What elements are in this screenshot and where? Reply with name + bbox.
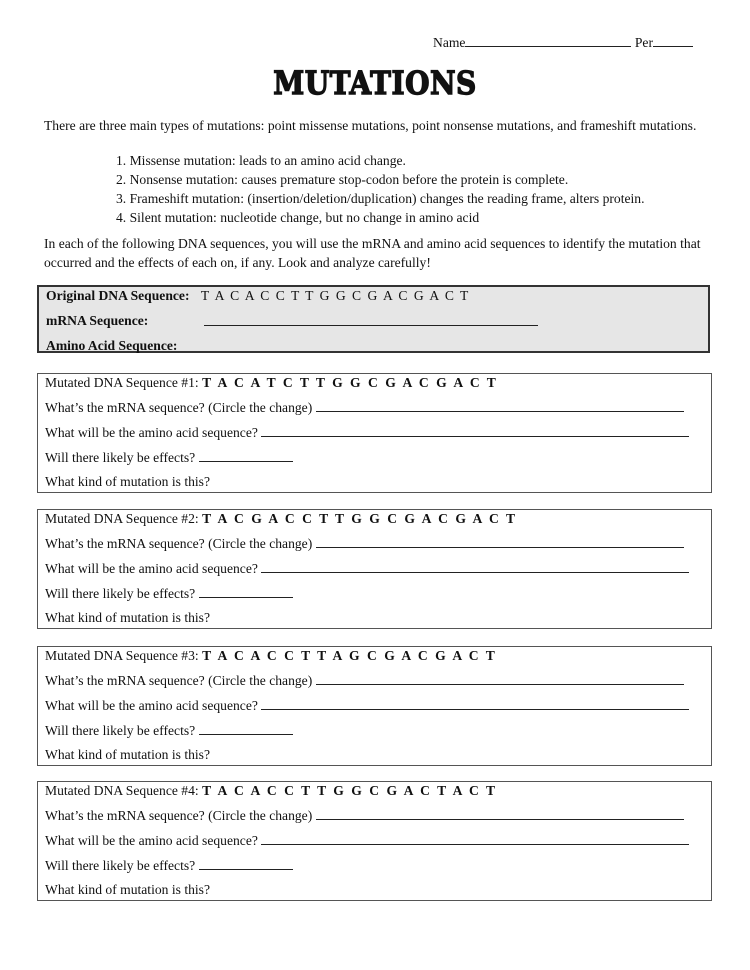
mutation-label: Mutated DNA Sequence #1: (45, 375, 199, 390)
effects-answer-field[interactable] (199, 722, 293, 735)
mutated-dna-sequence: T A C G A C C T T G G C G A C G A C T (202, 511, 516, 526)
mrna-question: What’s the mRNA sequence? (Circle the change) (45, 808, 313, 823)
mrna-question: What’s the mRNA sequence? (Circle the change) (45, 536, 313, 551)
mutation-box-4 (37, 781, 712, 901)
original-dna-label: Original DNA Sequence: (46, 288, 190, 303)
period-field[interactable] (653, 34, 693, 47)
mrna-answer-field[interactable] (204, 313, 538, 326)
student-info-line (433, 34, 693, 51)
amino-question: What will be the amino acid sequence? (45, 561, 258, 576)
mutation-label: Mutated DNA Sequence #3: (45, 648, 199, 663)
period-label: Per (634, 35, 653, 50)
mrna-answer-field[interactable] (316, 807, 684, 820)
name-field[interactable] (465, 34, 631, 47)
effects-question: Will there likely be effects? (45, 586, 196, 601)
mutation-type-item: 3. Frameshift mutation: (insertion/deletion/duplication) changes the reading frame, alters protein. (116, 191, 645, 206)
mrna-question: What’s the mRNA sequence? (Circle the change) (45, 400, 313, 415)
amino-row (46, 338, 177, 354)
original-sequence-box (37, 285, 710, 353)
mrna-answer-field[interactable] (316, 672, 684, 685)
mutated-dna-sequence: T A C A T C T T G G C G A C G A C T (202, 375, 496, 390)
amino-question: What will be the amino acid sequence? (45, 833, 258, 848)
mrna-row (46, 313, 148, 329)
instructions-paragraph: In each of the following DNA sequences, you will use the mRNA and amino acid sequences to identify the mutation that occurred and the effects of each on, if any. Look and analyze carefully! (44, 236, 701, 270)
mutation-types-list (116, 151, 645, 227)
mrna-answer-field[interactable] (316, 399, 684, 412)
intro-paragraph: There are three main types of mutations: point missense mutations, point nonsense mutations, and frameshift mutations. (44, 118, 697, 133)
amino-question: What will be the amino acid sequence? (45, 425, 258, 440)
mutation-box-1 (37, 373, 712, 493)
mutation-box-2 (37, 509, 712, 629)
mrna-answer-field[interactable] (316, 535, 684, 548)
amino-answer-field[interactable] (261, 424, 689, 437)
amino-answer-field[interactable] (261, 697, 689, 710)
kind-question: What kind of mutation is this? (45, 747, 210, 762)
amino-answer-field[interactable] (261, 560, 689, 573)
mutation-type-item: 1. Missense mutation: leads to an amino acid change. (116, 153, 406, 168)
mutation-label: Mutated DNA Sequence #4: (45, 783, 199, 798)
original-dna-sequence: T A C A C C T T G G C G A C G A C T (200, 288, 469, 303)
mutation-type-item: 4. Silent mutation: nucleotide change, but no change in amino acid (116, 210, 480, 225)
mutation-type-item: 2. Nonsense mutation: causes premature stop-codon before the protein is complete. (116, 172, 569, 187)
amino-acid-label: Amino Acid Sequence: (46, 338, 178, 353)
effects-answer-field[interactable] (199, 585, 293, 598)
effects-question: Will there likely be effects? (45, 858, 196, 873)
kind-question: What kind of mutation is this? (45, 882, 210, 897)
mutation-box-3 (37, 646, 712, 766)
mrna-label: mRNA Sequence: (46, 313, 149, 328)
effects-answer-field[interactable] (199, 857, 293, 870)
mutated-dna-sequence: T A C A C C T T G G C G A C T A C T (202, 783, 496, 798)
kind-question: What kind of mutation is this? (45, 610, 210, 625)
kind-question: What kind of mutation is this? (45, 474, 210, 489)
effects-answer-field[interactable] (199, 449, 293, 462)
amino-question: What will be the amino acid sequence? (45, 698, 258, 713)
amino-answer-field[interactable] (261, 832, 689, 845)
mutated-dna-sequence: T A C A C C T T A G C G A C G A C T (202, 648, 495, 663)
mrna-question: What’s the mRNA sequence? (Circle the change) (45, 673, 313, 688)
effects-question: Will there likely be effects? (45, 723, 196, 738)
name-label: Name (433, 35, 466, 50)
mutation-label: Mutated DNA Sequence #2: (45, 511, 199, 526)
page-title: MUTATIONS (273, 64, 477, 102)
effects-question: Will there likely be effects? (45, 450, 196, 465)
original-dna-row (46, 288, 468, 304)
